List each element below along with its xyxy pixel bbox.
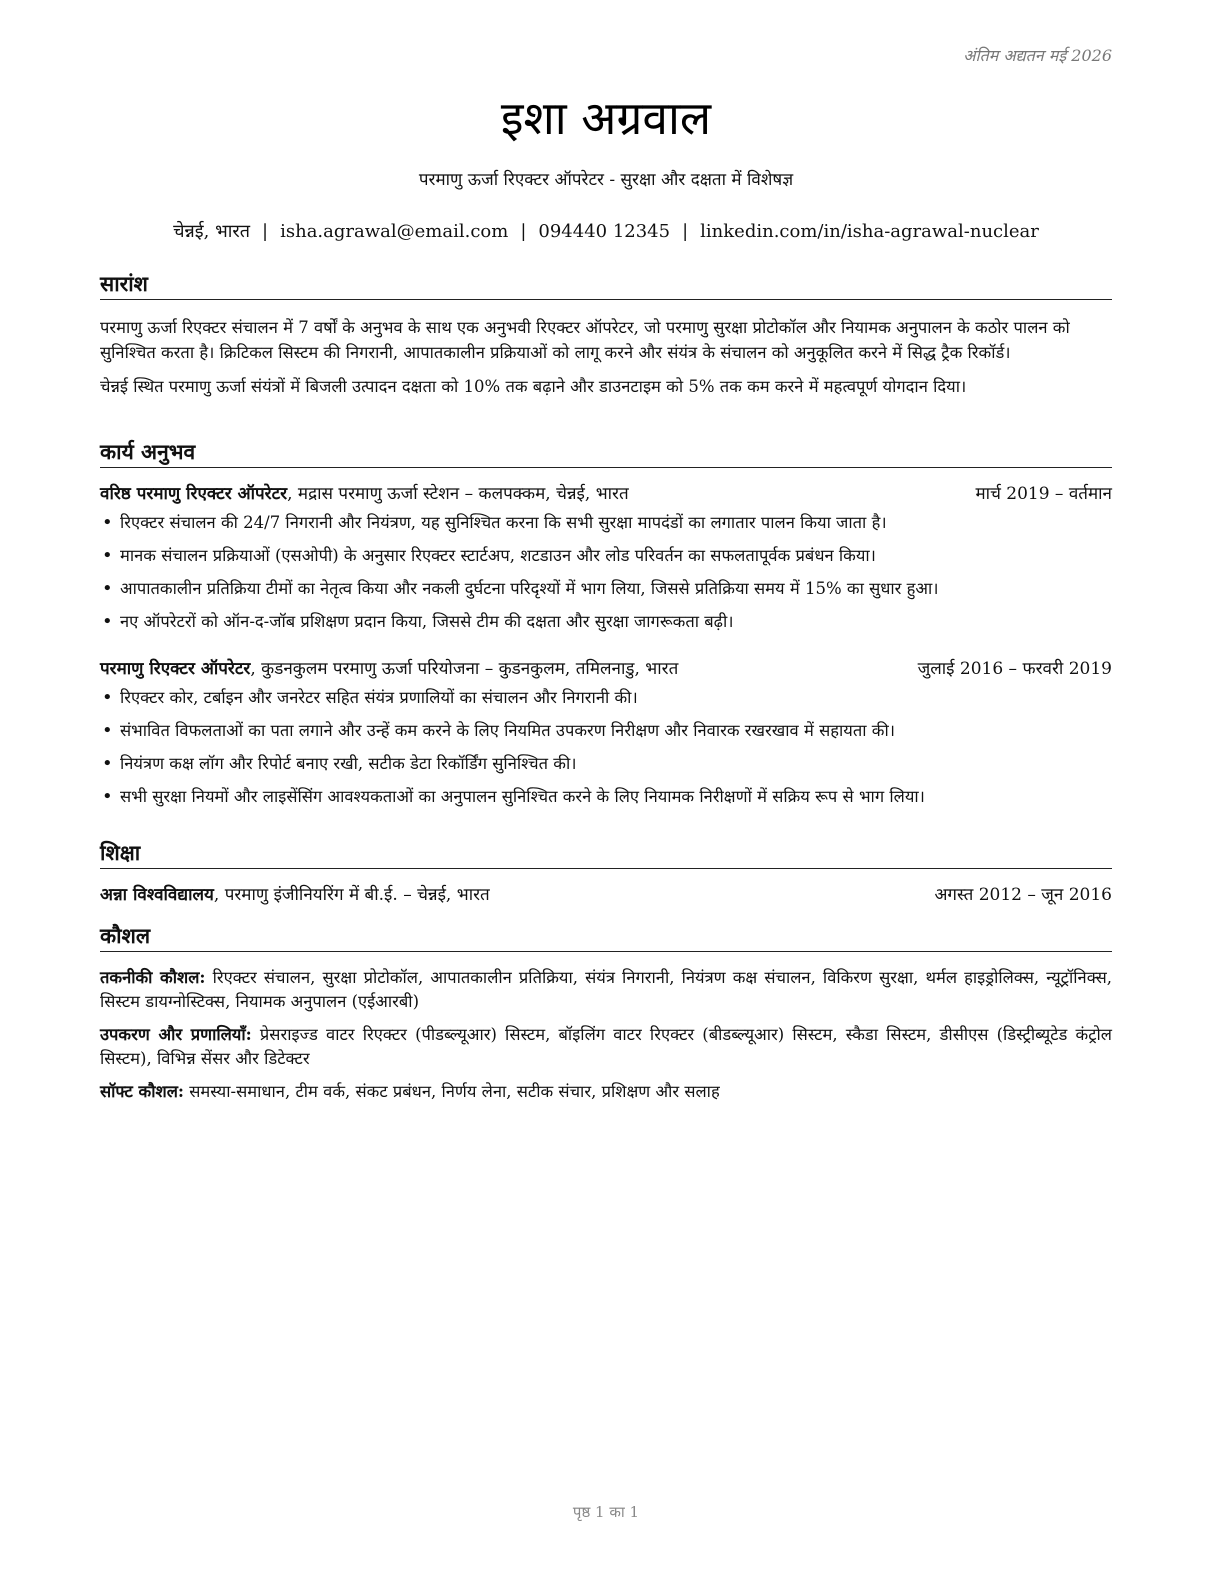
education-entry: [100, 883, 1112, 907]
job-role: वरिष्ठ परमाणु रिएक्टर ऑपरेटर: [100, 484, 288, 504]
skill-label: उपकरण और प्रणालियाँ:: [100, 1025, 252, 1044]
headline: परमाणु ऊर्जा रिएक्टर ऑपरेटर - सुरक्षा और दक्षता में विशेषज्ञ: [418, 170, 794, 190]
skills-section: [100, 922, 1112, 1104]
job-bullet: • रिएक्टर कोर, टर्बाइन और जनरेटर सहित संयंत्र प्रणालियों का संचालन और निगरानी की।: [100, 681, 1112, 714]
section-title-education: शिक्षा: [100, 839, 1112, 869]
job-bullet: • नियंत्रण कक्ष लॉग और रिपोर्ट बनाए रखी, सटीक डेटा रिकॉर्डिंग सुनिश्चित की।: [100, 747, 1112, 780]
skill-group-tools: [100, 1023, 1112, 1071]
contact-location: चेन्नई, भारत: [173, 221, 251, 242]
job-bullet: • नए ऑपरेटरों को ऑन-द-जॉब प्रशिक्षण प्रदान किया, जिससे टीम की दक्षता और सुरक्षा जागरूकता बढ़ी।: [100, 605, 1112, 638]
section-title-summary: सारांश: [100, 270, 1112, 300]
education-degree: , परमाणु इंजीनियरिंग में बी.ई. – चेन्नई, भारत: [213, 885, 490, 905]
contact-line: [100, 219, 1112, 243]
skill-text: समस्या-समाधान, टीम वर्क, संकट प्रबंधन, निर्णय लेना, सटीक संचार, प्रशिक्षण और सलाह: [183, 1082, 720, 1101]
resume-page: [100, 0, 1112, 1584]
skill-label: सॉफ्ट कौशल:: [100, 1082, 184, 1101]
section-title-skills: कौशल: [100, 922, 1112, 952]
skill-label: तकनीकी कौशल:: [100, 968, 206, 987]
contact-phone: 094440 12345: [538, 221, 671, 242]
summary-paragraph-2: चेन्नई स्थित परमाणु ऊर्जा संयंत्रों में बिजली उत्पादन दक्षता को 10% तक बढ़ाने और डाउनटाइम को 5% तक कम करने में महत्वपूर्ण योगदान दिया।: [100, 377, 967, 396]
experience-section: [100, 438, 1112, 813]
skill-group-soft: [100, 1080, 1112, 1104]
job-organization: , मद्रास परमाणु ऊर्जा स्टेशन – कलपक्कम, चेन्नई, भारत: [287, 484, 629, 504]
job-header: [100, 657, 1112, 681]
job-header: [100, 482, 1112, 506]
job-role: परमाणु रिएक्टर ऑपरेटर: [100, 659, 251, 679]
job-bullet: • आपातकालीन प्रतिक्रिया टीमों का नेतृत्व किया और नकली दुर्घटना परिदृश्यों में भाग लिया, जिससे प्रतिक्रिया समय में 15% का सुधार हुआ।: [100, 572, 1112, 605]
skill-group-technical: [100, 966, 1112, 1014]
job-dates: जुलाई 2016 – फरवरी 2019: [917, 659, 1112, 679]
contact-separator: |: [520, 221, 527, 242]
job-entry: [100, 657, 1112, 813]
contact-linkedin[interactable]: linkedin.com/in/isha-agrawal-nuclear: [700, 221, 1039, 242]
page-number: पृष्ठ 1 का 1: [572, 1503, 640, 1521]
contact-email[interactable]: isha.agrawal@email.com: [280, 221, 509, 242]
skill-text: रिएक्टर संचालन, सुरक्षा प्रोटोकॉल, आपातकालीन प्रतिक्रिया, संयंत्र निगरानी, नियंत्रण कक्ष संचालन, विकिरण सुरक्षा, थर्मल हाइड्रोलिक्स, न्यूट्रॉनिक्स, सिस्टम डायग्नोस्टिक्स, नियामक अनुपालन (एईआरबी): [100, 968, 1112, 1011]
job-bullet: • संभावित विफलताओं का पता लगाने और उन्हें कम करने के लिए नियमित उपकरण निरीक्षण और निवारक रखरखाव में सहायता की।: [100, 714, 1112, 747]
candidate-name: इशा अग्रवाल: [500, 91, 712, 145]
summary-section: [100, 270, 1112, 399]
job-dates: मार्च 2019 – वर्तमान: [975, 484, 1112, 504]
job-organization: , कुडनकुलम परमाणु ऊर्जा परियोजना – कुडनकुलम, तमिलनाडु, भारत: [250, 659, 679, 679]
section-title-experience: कार्य अनुभव: [100, 438, 1112, 468]
job-bullet: • सभी सुरक्षा नियमों और लाइसेंसिंग आवश्यकताओं का अनुपालन सुनिश्चित करने के लिए नियामक निरीक्षणों में सक्रिय रूप से भाग लिया।: [100, 780, 1112, 813]
skill-text: प्रेसराइज्ड वाटर रिएक्टर (पीडब्ल्यूआर) सिस्टम, बॉइलिंग वाटर रिएक्टर (बीडब्ल्यूआर) सिस्टम, स्कैडा सिस्टम, डीसीएस (डिस्ट्रीब्यूटेड कंट्रोल सिस्टम), विभिन्न सेंसर और डिटेक्टर: [100, 1025, 1112, 1068]
education-dates: अगस्त 2012 – जून 2016: [934, 885, 1112, 905]
contact-separator: |: [682, 221, 689, 242]
last-updated: अंतिम अद्यतन मई 2026: [963, 46, 1112, 65]
job-bullets: [100, 681, 1112, 813]
education-section: [100, 839, 1112, 907]
summary-paragraph-1: परमाणु ऊर्जा रिएक्टर संचालन में 7 वर्षों के अनुभव के साथ एक अनुभवी रिएक्टर ऑपरेटर, जो परमाणु सुरक्षा प्रोटोकॉल और नियामक अनुपालन के कठोर पालन को सुनिश्चित करता है। क्रिटिकल सिस्टम की निगरानी, आपातकालीन प्रक्रियाओं को लागू करने और संयंत्र के संचालन को अनुकूलित करने में सिद्ध ट्रैक रिकॉर्ड।: [100, 318, 1070, 362]
job-bullets: [100, 506, 1112, 638]
job-bullet: • रिएक्टर संचालन की 24/7 निगरानी और नियंत्रण, यह सुनिश्चित करना कि सभी सुरक्षा मापदंडों का लगातार पालन किया जाता है।: [100, 506, 1112, 539]
contact-separator: |: [262, 221, 269, 242]
job-entry: [100, 482, 1112, 638]
job-bullet: • मानक संचालन प्रक्रियाओं (एसओपी) के अनुसार रिएक्टर स्टार्टअप, शटडाउन और लोड परिवर्तन का सफलतापूर्वक प्रबंधन किया।: [100, 539, 1112, 572]
education-school: अन्ना विश्वविद्यालय: [100, 885, 214, 905]
